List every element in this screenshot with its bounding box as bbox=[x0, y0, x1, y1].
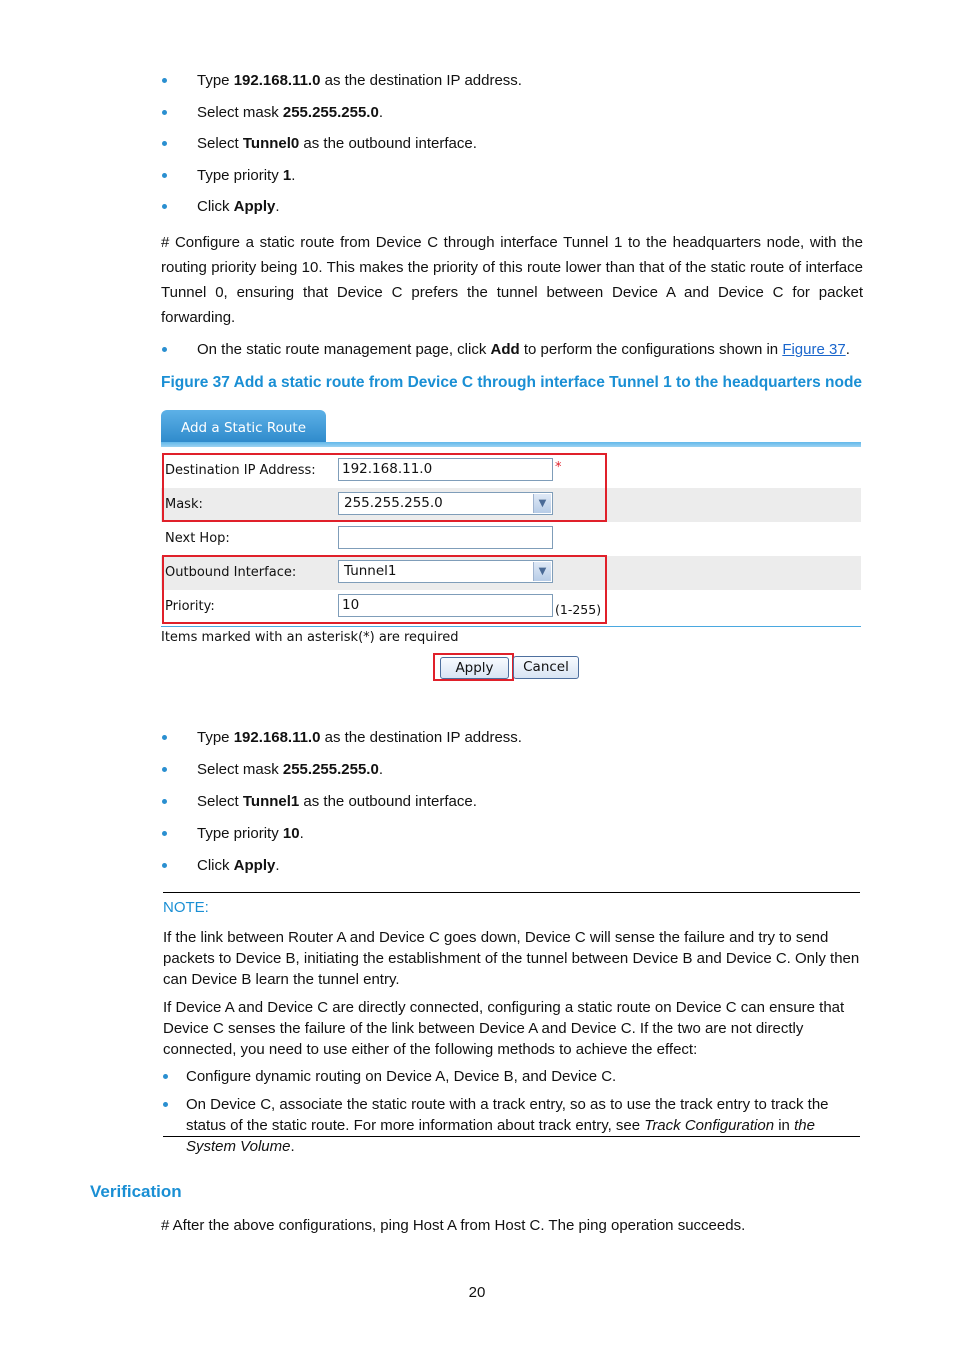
bullet-icon bbox=[162, 735, 167, 740]
required-asterisk: * bbox=[555, 460, 562, 475]
bullet-icon bbox=[162, 141, 167, 146]
highlight-outbound-priority bbox=[162, 555, 607, 624]
bullet-icon bbox=[162, 110, 167, 115]
bullet-icon bbox=[162, 767, 167, 772]
bullet-icon bbox=[163, 1074, 168, 1079]
bullet-icon bbox=[162, 173, 167, 178]
instruction-list bbox=[162, 340, 850, 360]
list-item: Select Tunnel1 as the outbound interface. bbox=[162, 792, 522, 812]
bullet-icon bbox=[162, 204, 167, 209]
list-item: Type priority 1. bbox=[162, 166, 522, 186]
bullet-icon bbox=[162, 78, 167, 83]
list-item: Click Apply. bbox=[162, 197, 522, 217]
note-top-rule bbox=[163, 892, 860, 893]
tab-bar-underline bbox=[161, 442, 861, 447]
list-item: Type 192.168.11.0 as the destination IP address. bbox=[162, 728, 522, 748]
mask-value: 255.255.255.0 bbox=[344, 495, 443, 511]
priority-input[interactable]: 10 bbox=[338, 594, 553, 617]
nexthop-row bbox=[161, 522, 861, 556]
nexthop-label: Next Hop: bbox=[165, 531, 230, 546]
bottom-step-list bbox=[162, 728, 522, 876]
list-item: Configure dynamic routing on Device A, Device B, and Device C. bbox=[163, 1066, 863, 1087]
intro-paragraph: # Configure a static route from Device C through interface Tunnel 1 to the headquarters node, with the routing priority being 10. This makes the priority of this route lower than that of the static route of interface Tunnel 0, ensuring that Device C prefers the tunnel between Device A and Device C for packet forwarding. bbox=[161, 234, 863, 326]
bullet-icon bbox=[162, 863, 167, 868]
bullet-icon bbox=[162, 831, 167, 836]
required-note: Items marked with an asterisk(*) are required bbox=[161, 630, 459, 645]
highlight-dest-mask bbox=[162, 453, 607, 522]
form-bottom-rule bbox=[161, 626, 861, 627]
nexthop-input[interactable] bbox=[338, 526, 553, 549]
section-heading: Verification bbox=[90, 1182, 182, 1201]
destination-ip-input[interactable]: 192.168.11.0 bbox=[338, 458, 553, 481]
list-item: Select mask 255.255.255.0. bbox=[162, 760, 522, 780]
outbound-label: Outbound Interface: bbox=[165, 565, 297, 580]
list-item: Click Apply. bbox=[162, 856, 522, 876]
static-route-form bbox=[161, 410, 861, 690]
list-item: On the static route management page, click Add to perform the configurations shown in Figure 37. bbox=[162, 340, 850, 360]
cancel-button[interactable]: Cancel bbox=[513, 656, 579, 679]
page-number: 20 bbox=[468, 1284, 486, 1301]
priority-range: (1-255) bbox=[555, 602, 602, 617]
note-list bbox=[163, 1066, 863, 1157]
verification-text: # After the above configurations, ping Host A from Host C. The ping operation succeeds. bbox=[161, 1217, 746, 1234]
tab-add-static-route[interactable]: Add a Static Route bbox=[161, 410, 326, 445]
destination-label: Destination IP Address: bbox=[165, 463, 316, 478]
note-paragraph-2: If Device A and Device C are directly connected, configuring a static route on Device C can ensure that Device C senses the failure of the link between Device A and Device C. If the two are not directly connected, you need to use either of the following methods to achieve the effect: bbox=[163, 999, 845, 1058]
apply-button[interactable]: Apply bbox=[440, 657, 509, 679]
list-item: Select Tunnel0 as the outbound interface. bbox=[162, 134, 522, 154]
note-bottom-rule bbox=[163, 1136, 860, 1137]
chevron-down-icon[interactable]: ▼ bbox=[533, 494, 551, 513]
list-item: Select mask 255.255.255.0. bbox=[162, 103, 522, 123]
note-title: NOTE: bbox=[163, 899, 209, 916]
list-item: On Device C, associate the static route with a track entry, so as to use the track entry to track the status of the static route. For more information about track entry, see Track Configuration in the System Volume. bbox=[163, 1094, 863, 1157]
list-item: Type priority 10. bbox=[162, 824, 522, 844]
list-item: Type 192.168.11.0 as the destination IP address. bbox=[162, 71, 522, 91]
note-paragraph-1: If the link between Router A and Device C goes down, Device C will sense the failure and try to send packets to Device B, initiating the establishment of the tunnel between Device B and Device C. Only then can Device B learn the tunnel entry. bbox=[163, 929, 860, 988]
mask-label: Mask: bbox=[165, 497, 203, 512]
figure-link[interactable]: Figure 37 bbox=[782, 341, 846, 358]
bullet-icon bbox=[162, 799, 167, 804]
top-step-list bbox=[162, 71, 522, 217]
outbound-value: Tunnel1 bbox=[344, 563, 397, 579]
figure-caption: Figure 37 Add a static route from Device C through interface Tunnel 1 to the headquarters node bbox=[161, 374, 863, 391]
bullet-icon bbox=[162, 347, 167, 352]
chevron-down-icon[interactable]: ▼ bbox=[533, 562, 551, 581]
priority-label: Priority: bbox=[165, 599, 215, 614]
bullet-icon bbox=[163, 1102, 168, 1107]
